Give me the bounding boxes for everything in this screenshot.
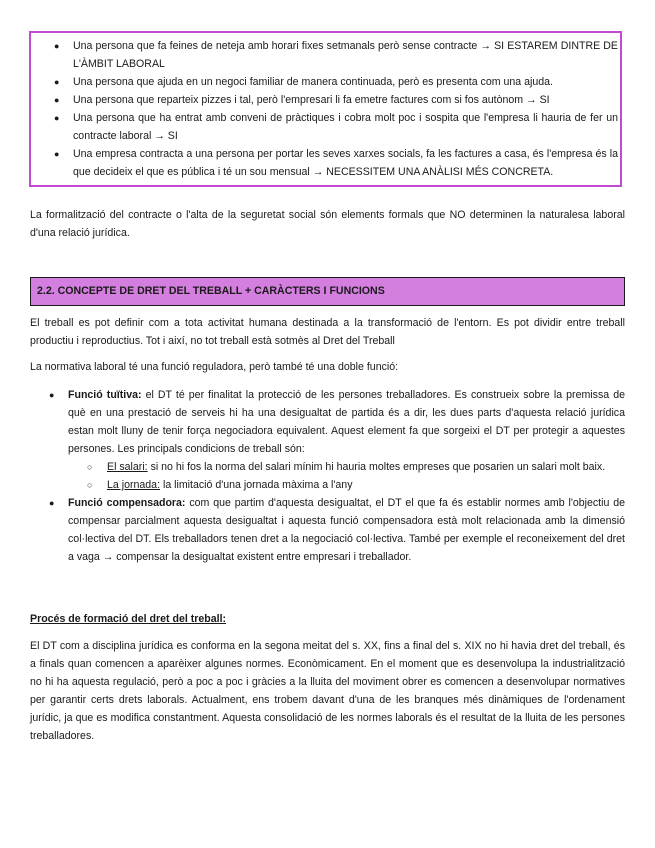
list-item-funcio-compensadora xyxy=(30,494,625,566)
salari-text: si no hi fos la norma del salari mínim hi hauria moltes empreses que posarien un salari molt baix. xyxy=(147,461,606,473)
jornada-label: La jornada: xyxy=(107,479,161,491)
list-item: ● Una persona que fa feines de neteja amb horari fixes setmanals però sense contracte → SI ESTAREM DINTRE DE L'ÀMBIT LABORAL xyxy=(31,37,618,73)
highlighted-examples-box xyxy=(29,31,622,187)
examples-list xyxy=(31,37,618,181)
jornada-text: la limitació d'una jornada màxima a l'any xyxy=(160,479,353,491)
list-item: ● Una empresa contracta a una persona per portar les seves xarxes socials, fa les factures a casa, és l'empresa és la que decideix el que es pública i té un sou mensual → NECESSITEM UNA ANÀLISI MÉS CONCRETA. xyxy=(31,145,618,181)
funcio-compensadora-text: com que partim d'aquesta desigualtat, el DT el que fa és establir normes amb l'objectiu de compensar parcialment aquesta desigualtat i aquesta funció compensadora està molt relacionada amb la dimensió col·lectiva del DT. Els treballadors tenen dret a la negociació col·lectiva. També per exemple el reconeixement del dret a vaga → compensar la desigualtat existent entre empresari i treballador. xyxy=(68,497,626,563)
conditions-sublist xyxy=(68,458,625,494)
section-heading: 2.2. CONCEPTE DE DRET DEL TREBALL + CARÀCTERS I FUNCIONS xyxy=(30,277,625,306)
list-item: ● Una persona que reparteix pizzes i tal, però l'empresari li fa emetre factures com si fos autònom → SI xyxy=(31,91,618,109)
treball-paragraph: El treball es pot definir com a tota activitat humana destinada a la transformació de l'entorn. Es pot dividir entre treball productiu i reproductius. Tot i així, no tot treball està sotmès al Dret del Treball xyxy=(30,317,625,347)
funcio-tuitiva-label: Funció tuïtiva: xyxy=(68,389,142,401)
proces-paragraph: El DT com a disciplina jurídica es conforma en la segona meitat del s. XX, fins a final del s. XIX no hi havia dret del treball, és a finals quan comencen a aparèixer algunes normes. Econòmicament. En el moment que es desenvolupa la industrialització no hi ha aquesta regulació, però a poc a poc i gràcies a la lluita del moviment obrer es comencen a desenvolupar normatives per garantir certs drets laborals. Actualment, ens trobem davant d'una de les branques més dinàmiques de l'ordenament jurídic, ja que es modifica constantment. Aquesta consolidació de les normes laborals és el resultat de la lluita de les persones treballadores. xyxy=(30,640,625,742)
list-item: ● Una persona que ha entrat amb conveni de pràctiques i cobra molt poc i sospita que l'empresa li hauria de fer un contracte laboral → SI xyxy=(31,109,618,145)
list-item: ● Una persona que ajuda en un negoci familiar de manera continuada, però es presenta com una ajuda. xyxy=(31,73,618,91)
salari-label: El salari: xyxy=(107,461,148,473)
sublist-item-jornada xyxy=(30,476,625,494)
functions-list xyxy=(30,386,625,566)
funcio-compensadora-label: Funció compensadora: xyxy=(68,497,186,509)
normativa-paragraph: La normativa laboral té una funció reguladora, però també té una doble funció: xyxy=(30,361,399,373)
formalitzacio-paragraph: La formalització del contracte o l'alta de la seguretat social són elements formals que NO determinen la naturalesa laboral d'una relació jurídica. xyxy=(30,209,625,239)
proces-subheading: Procés de formació del dret del treball: xyxy=(30,613,227,625)
sublist-item-salari xyxy=(30,458,625,476)
list-item-funcio-tuitiva xyxy=(30,386,625,494)
functions-list-wrap xyxy=(30,386,625,566)
funcio-tuitiva-text: el DT té per finalitat la protecció de les persones treballadores. Es construeix sobre la premissa de què en una prestació de serveis hi ha una desigualtat de partida és a dir, les dues parts d'aquesta relació jurídica estan molt lluny de tenir força negociadora equivalent. Aquest element fa que sorgeixi el DT per protegir a aquestes persones. Les principals condicions de treball són: xyxy=(68,389,625,455)
